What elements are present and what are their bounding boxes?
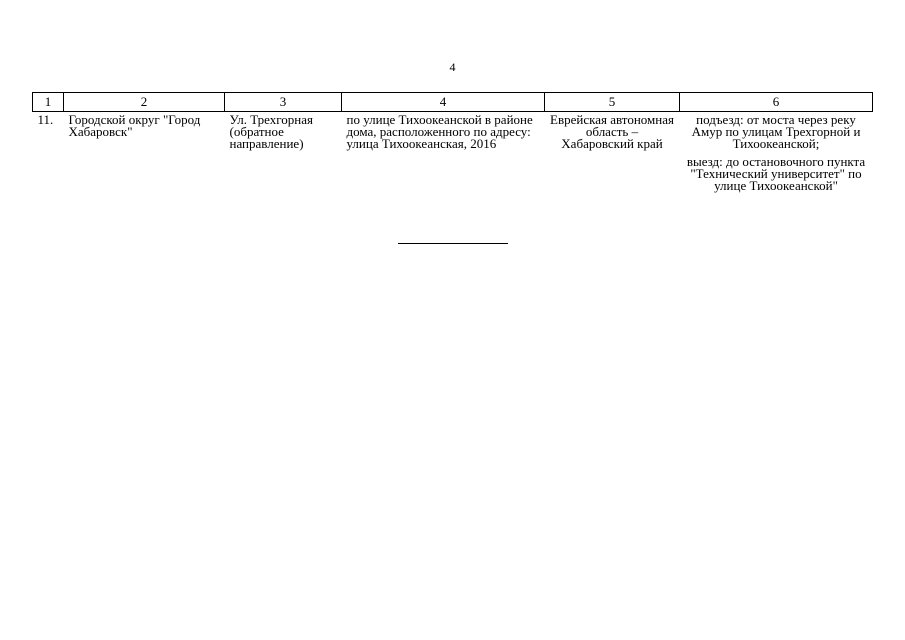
column-header: 4 xyxy=(342,93,545,112)
table-header-row xyxy=(33,93,873,112)
page-number: 4 xyxy=(449,60,456,74)
entry-route-text: подъезд: от моста через реку Амур по улицам Трехгорной и Тихоокеанской; xyxy=(691,112,861,151)
location-cell: по улице Тихоокеанской в районе дома, расположенного по адресу: улица Тихоокеанская, 2016 xyxy=(346,112,533,151)
end-divider-line xyxy=(398,243,508,244)
municipality-cell: Городской округ "Город Хабаровск" xyxy=(68,112,201,139)
route-cell xyxy=(680,112,873,193)
column-header: 6 xyxy=(680,93,873,112)
column-header: 1 xyxy=(33,93,64,112)
region-cell: Еврейская автономная область – Хабаровский край xyxy=(550,112,674,151)
exit-route-text: выезд: до остановочного пункта "Технический университет" по улице Тихоокеанской" xyxy=(686,154,866,193)
street-cell: Ул. Трехгорная (обратное направление) xyxy=(229,112,313,151)
column-header: 2 xyxy=(64,93,225,112)
column-header: 3 xyxy=(225,93,342,112)
column-header: 5 xyxy=(545,93,680,112)
row-number: 11. xyxy=(37,112,54,127)
route-table xyxy=(32,92,873,192)
table-row xyxy=(33,112,873,193)
